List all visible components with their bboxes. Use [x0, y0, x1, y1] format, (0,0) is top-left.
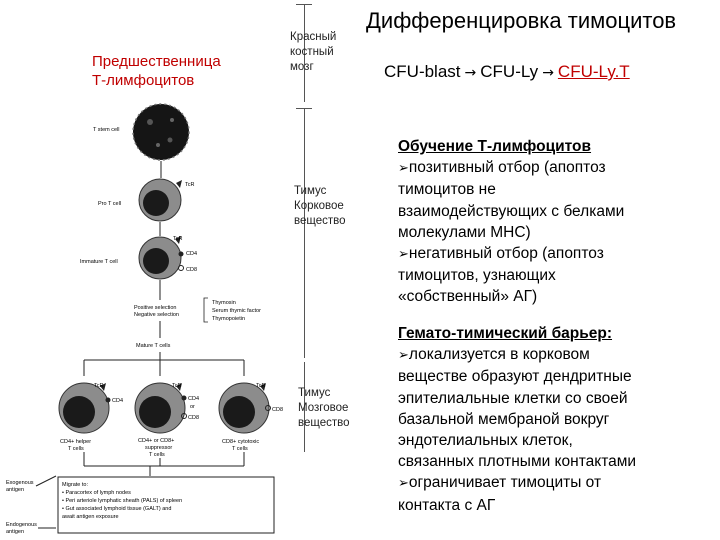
training-line-7: «собственный» АГ): [398, 288, 538, 306]
scale-tick-cortex: [296, 108, 312, 109]
barrier-line-1: ➢локализуется в корковом: [398, 346, 590, 364]
label-helper-1: CD4+ helper: [60, 439, 92, 445]
training-line-6: тимоцитов, узнающих: [398, 267, 556, 285]
label-tcr-2: TcR: [173, 236, 183, 242]
label-stem-cell: T stem cell: [93, 127, 120, 133]
label-suppressor-2: suppressor: [145, 445, 173, 451]
migrate-line-4: • Gut associated lymphoid tissue (GALT) and: [62, 506, 172, 512]
barrier-line-6: связанных плотными контактами: [398, 453, 637, 471]
cfu-blast: CFU-blast: [384, 62, 461, 81]
stage-label-thymus-cortex: Тимус Корковое вещество: [294, 185, 346, 227]
label-cd4-helper: CD4: [112, 398, 124, 404]
arrow-bullet-icon: ➢: [398, 348, 409, 364]
migrate-line-1: Migrate to:: [62, 482, 88, 488]
pro-t-cell: [139, 179, 182, 221]
label-exogenous-2: antigen: [6, 487, 25, 493]
arrow-bullet-icon: ➢: [398, 161, 409, 177]
barrier-line-4: базальной мембраной вокруг: [398, 410, 610, 428]
barrier-line-7: ➢ограничивает тимоциты от: [398, 474, 602, 492]
label-helper-2: T cells: [68, 446, 84, 452]
label-cd8-cytotoxic: CD8: [272, 407, 284, 413]
label-tcr-cytotoxic: TcR: [256, 383, 266, 389]
scale-line-cortex: [304, 108, 305, 358]
label-pro-t-cell: Pro T cell: [98, 201, 122, 207]
cytotoxic-t-cell: [219, 383, 271, 433]
migrate-line-3: • Peri arteriole lymphatic sheath (PALS) of spleen: [62, 498, 183, 504]
label-suppressor-3: T cells: [149, 452, 165, 458]
barrier-line-5: эндотелиальных клеток,: [398, 432, 573, 450]
label-serum-thymic-factor: Serum thymic factor: [212, 308, 261, 314]
cfu-ly-t: CFU-Ly.T: [557, 62, 630, 81]
cfu-chain: [384, 62, 630, 82]
label-suppressor-1: CD4+ or CD8+: [138, 438, 175, 444]
label-cd8-suppressor: CD8: [188, 415, 200, 421]
label-thymopoietin: Thymopoietin: [212, 316, 246, 322]
helper-t-cell: [59, 383, 111, 433]
label-mature-t-cells: Mature T cells: [136, 343, 171, 349]
precursor-line-2: Т-лимфоцитов: [92, 72, 195, 89]
arrow-bullet-icon: ➢: [398, 476, 409, 492]
training-line-3: взаимодействующих с белками: [398, 202, 625, 220]
migrate-line-5: await antigen exposure: [62, 514, 119, 520]
suppressor-t-cell: [135, 383, 187, 433]
cfu-ly: CFU-Ly: [480, 62, 539, 81]
label-immature-t-cell: Immature T cell: [80, 259, 118, 265]
label-tcr-helper: TcR: [94, 383, 104, 389]
arrow-right-icon: →: [542, 65, 554, 81]
label-exogenous-1: Exogenous: [6, 480, 34, 486]
barrier-line-3: эпителиальные клетки со своей: [398, 389, 628, 407]
label-cytotoxic-2: T cells: [232, 446, 248, 452]
label-endogenous-2: antigen: [6, 529, 25, 535]
thymocyte-diagram: [0, 0, 290, 540]
label-tcr-suppressor: TcR: [172, 383, 182, 389]
arrow-right-icon: →: [464, 65, 477, 81]
arrow-icon: [36, 476, 56, 486]
label-negative-selection: Negative selection: [134, 312, 179, 318]
migrate-box: [58, 477, 274, 533]
thymic-factor-bracket: [204, 298, 208, 322]
barrier-line-8: контакта с АГ: [398, 496, 496, 514]
training-line-4: молекулами МНС): [398, 223, 531, 241]
label-or: or: [190, 404, 195, 410]
label-positive-selection: Positive selection: [134, 305, 177, 311]
training-block: [398, 136, 624, 308]
precursor-line-1: Предшественница: [92, 53, 221, 70]
training-line-5: ➢негативный отбор (апоптоз: [398, 245, 604, 263]
label-tcr-1: TcR: [185, 182, 195, 188]
migrate-line-2: • Paracortex of lymph nodes: [62, 490, 131, 496]
arrow-bullet-icon: ➢: [398, 247, 409, 263]
page-title: Дифференцировка тимоцитов: [366, 8, 677, 33]
barrier-line-2: веществе образуют дендритные: [398, 368, 632, 386]
label-cytotoxic-1: CD8+ cytotoxic: [222, 439, 260, 445]
stage-label-bone-marrow: Красный костный мозг: [290, 31, 337, 73]
training-line-2: тимоцитов не: [398, 181, 496, 199]
scale-tick-top: [296, 4, 312, 5]
label-cd8-1: CD8: [186, 267, 198, 273]
label-endogenous-1: Endogenous: [6, 522, 37, 528]
barrier-block: [398, 323, 636, 516]
stage-label-thymus-medulla: Тимус Мозговое вещество: [298, 387, 350, 429]
label-cd4-suppressor: CD4: [188, 396, 200, 402]
training-line-1: ➢позитивный отбор (апоптоз: [398, 159, 606, 177]
stem-cell: [133, 104, 189, 160]
immature-t-cell: [139, 236, 184, 279]
label-cd4-1: CD4: [186, 251, 198, 257]
label-thymosin: Thymosin: [212, 300, 236, 306]
barrier-heading: Гемато-тимический барьер:: [398, 325, 613, 342]
training-heading: Обучение Т-лимфоцитов: [398, 138, 592, 155]
